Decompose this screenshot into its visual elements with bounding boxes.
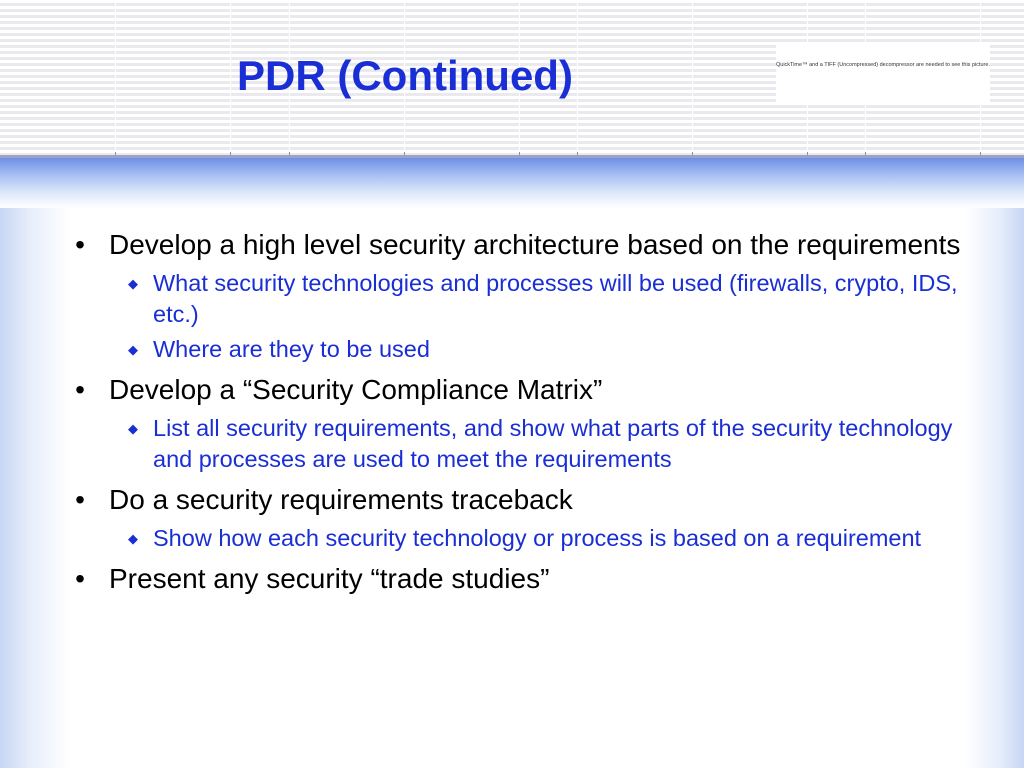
sub-bullet-text: What security technologies and processes will be used (firewalls, crypto, IDS, etc.) [153,270,958,327]
bullet-text: Develop a high level security architecture based on the requirements [109,229,961,260]
bullet-list [70,226,970,598]
left-edge-gradient [0,208,70,768]
sub-bullet-item [70,413,970,475]
sub-bullet-text: Show how each security technology or process is based on a requirement [153,525,922,551]
sub-bullet-text: List all security requirements, and show what parts of the security technology and processes are used to meet the requirements [153,415,953,472]
bullet-text: Present any security “trade studies” [109,563,550,594]
sub-bullet-item [70,268,970,330]
bullet-dot-icon: • [75,374,85,405]
right-edge-gradient [964,208,1024,768]
sub-bullet-text: Where are they to be used [153,336,430,362]
diamond-bullet-icon: ◆ [128,531,138,546]
bullet-dot-icon: • [75,563,85,594]
blue-gradient-band [0,158,1024,208]
bullet-text: Develop a “Security Compliance Matrix” [109,374,603,405]
bullet-item [70,226,970,264]
bullet-dot-icon: • [75,229,85,260]
placeholder-image-text: QuickTime™ and a TIFF (Uncompressed) decompressor are needed to see this picture. [776,62,990,68]
slide-title: PDR (Continued) [237,52,573,99]
diamond-bullet-icon: ◆ [128,421,138,436]
grid-line [577,0,578,156]
sub-bullet-item [70,523,970,554]
bullet-item [70,560,970,598]
grid-line [692,0,693,156]
bullet-dot-icon: • [75,484,85,515]
bullet-text: Do a security requirements traceback [109,484,573,515]
bullet-item [70,481,970,519]
grid-line [115,0,116,156]
bullet-item [70,371,970,409]
diamond-bullet-icon: ◆ [128,276,138,291]
sub-bullet-item [70,334,970,365]
quicktime-placeholder-image [776,44,990,103]
diamond-bullet-icon: ◆ [128,342,138,357]
grid-line [230,0,231,156]
